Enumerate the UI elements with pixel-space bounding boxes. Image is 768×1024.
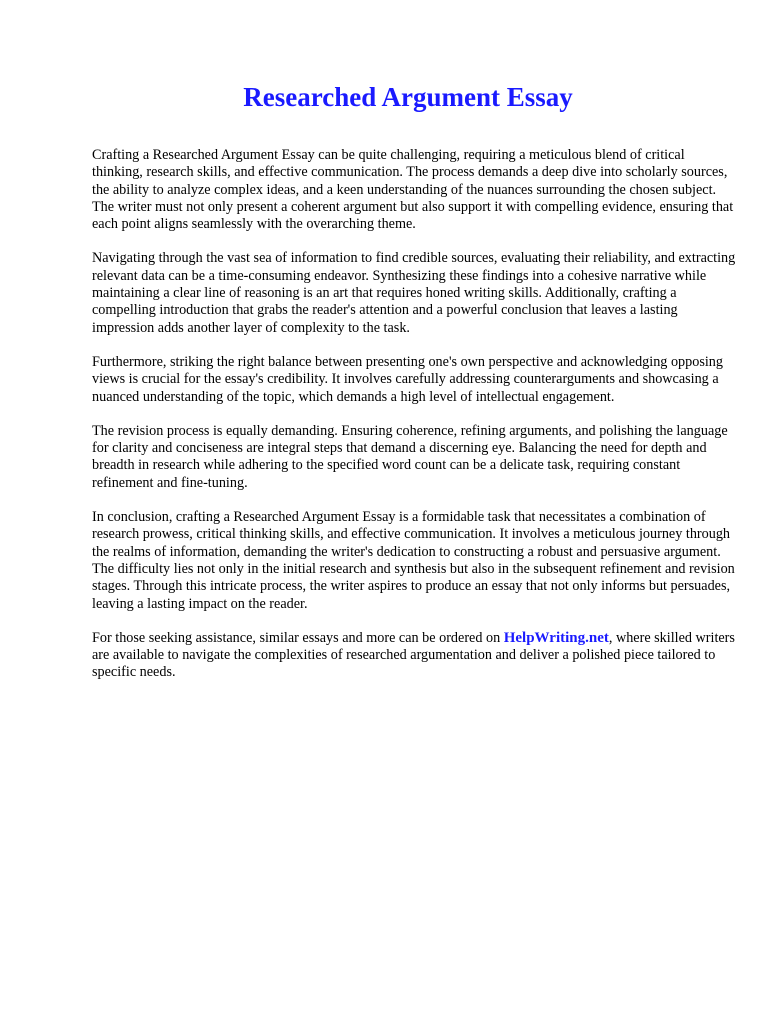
helpwriting-link[interactable]: HelpWriting.net: [503, 629, 609, 646]
essay-body: [92, 147, 738, 699]
paragraph-2: Navigating through the vast sea of information to find credible sources, evaluating their reliability, and extracting relevant data can be a time-consuming endeavor. Synthesizing these findings into a cohesive narrative while maintaining a clear line of reasoning is an art that requires honed writing skills. Additionally, crafting a compelling introduction that grabs the reader's attention and a powerful conclusion that leaves a lasting impression adds another layer of complexity to the task.: [92, 250, 736, 336]
paragraph-6: [92, 630, 738, 682]
paragraph-1: Crafting a Researched Argument Essay can be quite challenging, requiring a meticulous blend of critical thinking, research skills, and effective communication. The process demands a deep dive into scholarly sources, the ability to analyze complex ideas, and a keen understanding of the nuances surrounding the chosen subject. The writer must not only present a coherent argument but also support it with compelling evidence, ensuring that each point aligns seamlessly with the overarching theme.: [92, 147, 734, 233]
paragraph-6-after-link: , where skilled writers are available to navigate the complexities of researched argumentation and deliver a polished piece tailored to specific needs.: [92, 629, 735, 681]
paragraph-5: In conclusion, crafting a Researched Argument Essay is a formidable task that necessitates a combination of research prowess, critical thinking skills, and effective communication. It involves a meticulous journey through the realms of information, demanding the writer's dedication to constructing a robust and persuasive argument. The difficulty lies not only in the initial research and synthesis but also in the subsequent refinement and revision stages. Through this intricate process, the writer aspires to produce an essay that not only informs but persuades, leaving a lasting impact on the reader.: [92, 509, 735, 612]
paragraph-6-before-link: For those seeking assistance, similar essays and more can be ordered on: [92, 629, 504, 646]
page-title: Researched Argument Essay: [243, 82, 573, 112]
paragraph-3: Furthermore, striking the right balance between presenting one's own perspective and acknowledging opposing views is crucial for the essay's credibility. It involves carefully addressing counterarguments and showcasing a nuanced understanding of the topic, which demands a high level of intellectual engagement.: [92, 353, 723, 405]
paragraph-4: The revision process is equally demanding. Ensuring coherence, refining arguments, and polishing the language for clarity and conciseness are integral steps that demand a discerning eye. Balancing the need for depth and breadth in research while adhering to the specified word count can be a delicate task, requiring constant refinement and fine-tuning.: [92, 422, 728, 491]
